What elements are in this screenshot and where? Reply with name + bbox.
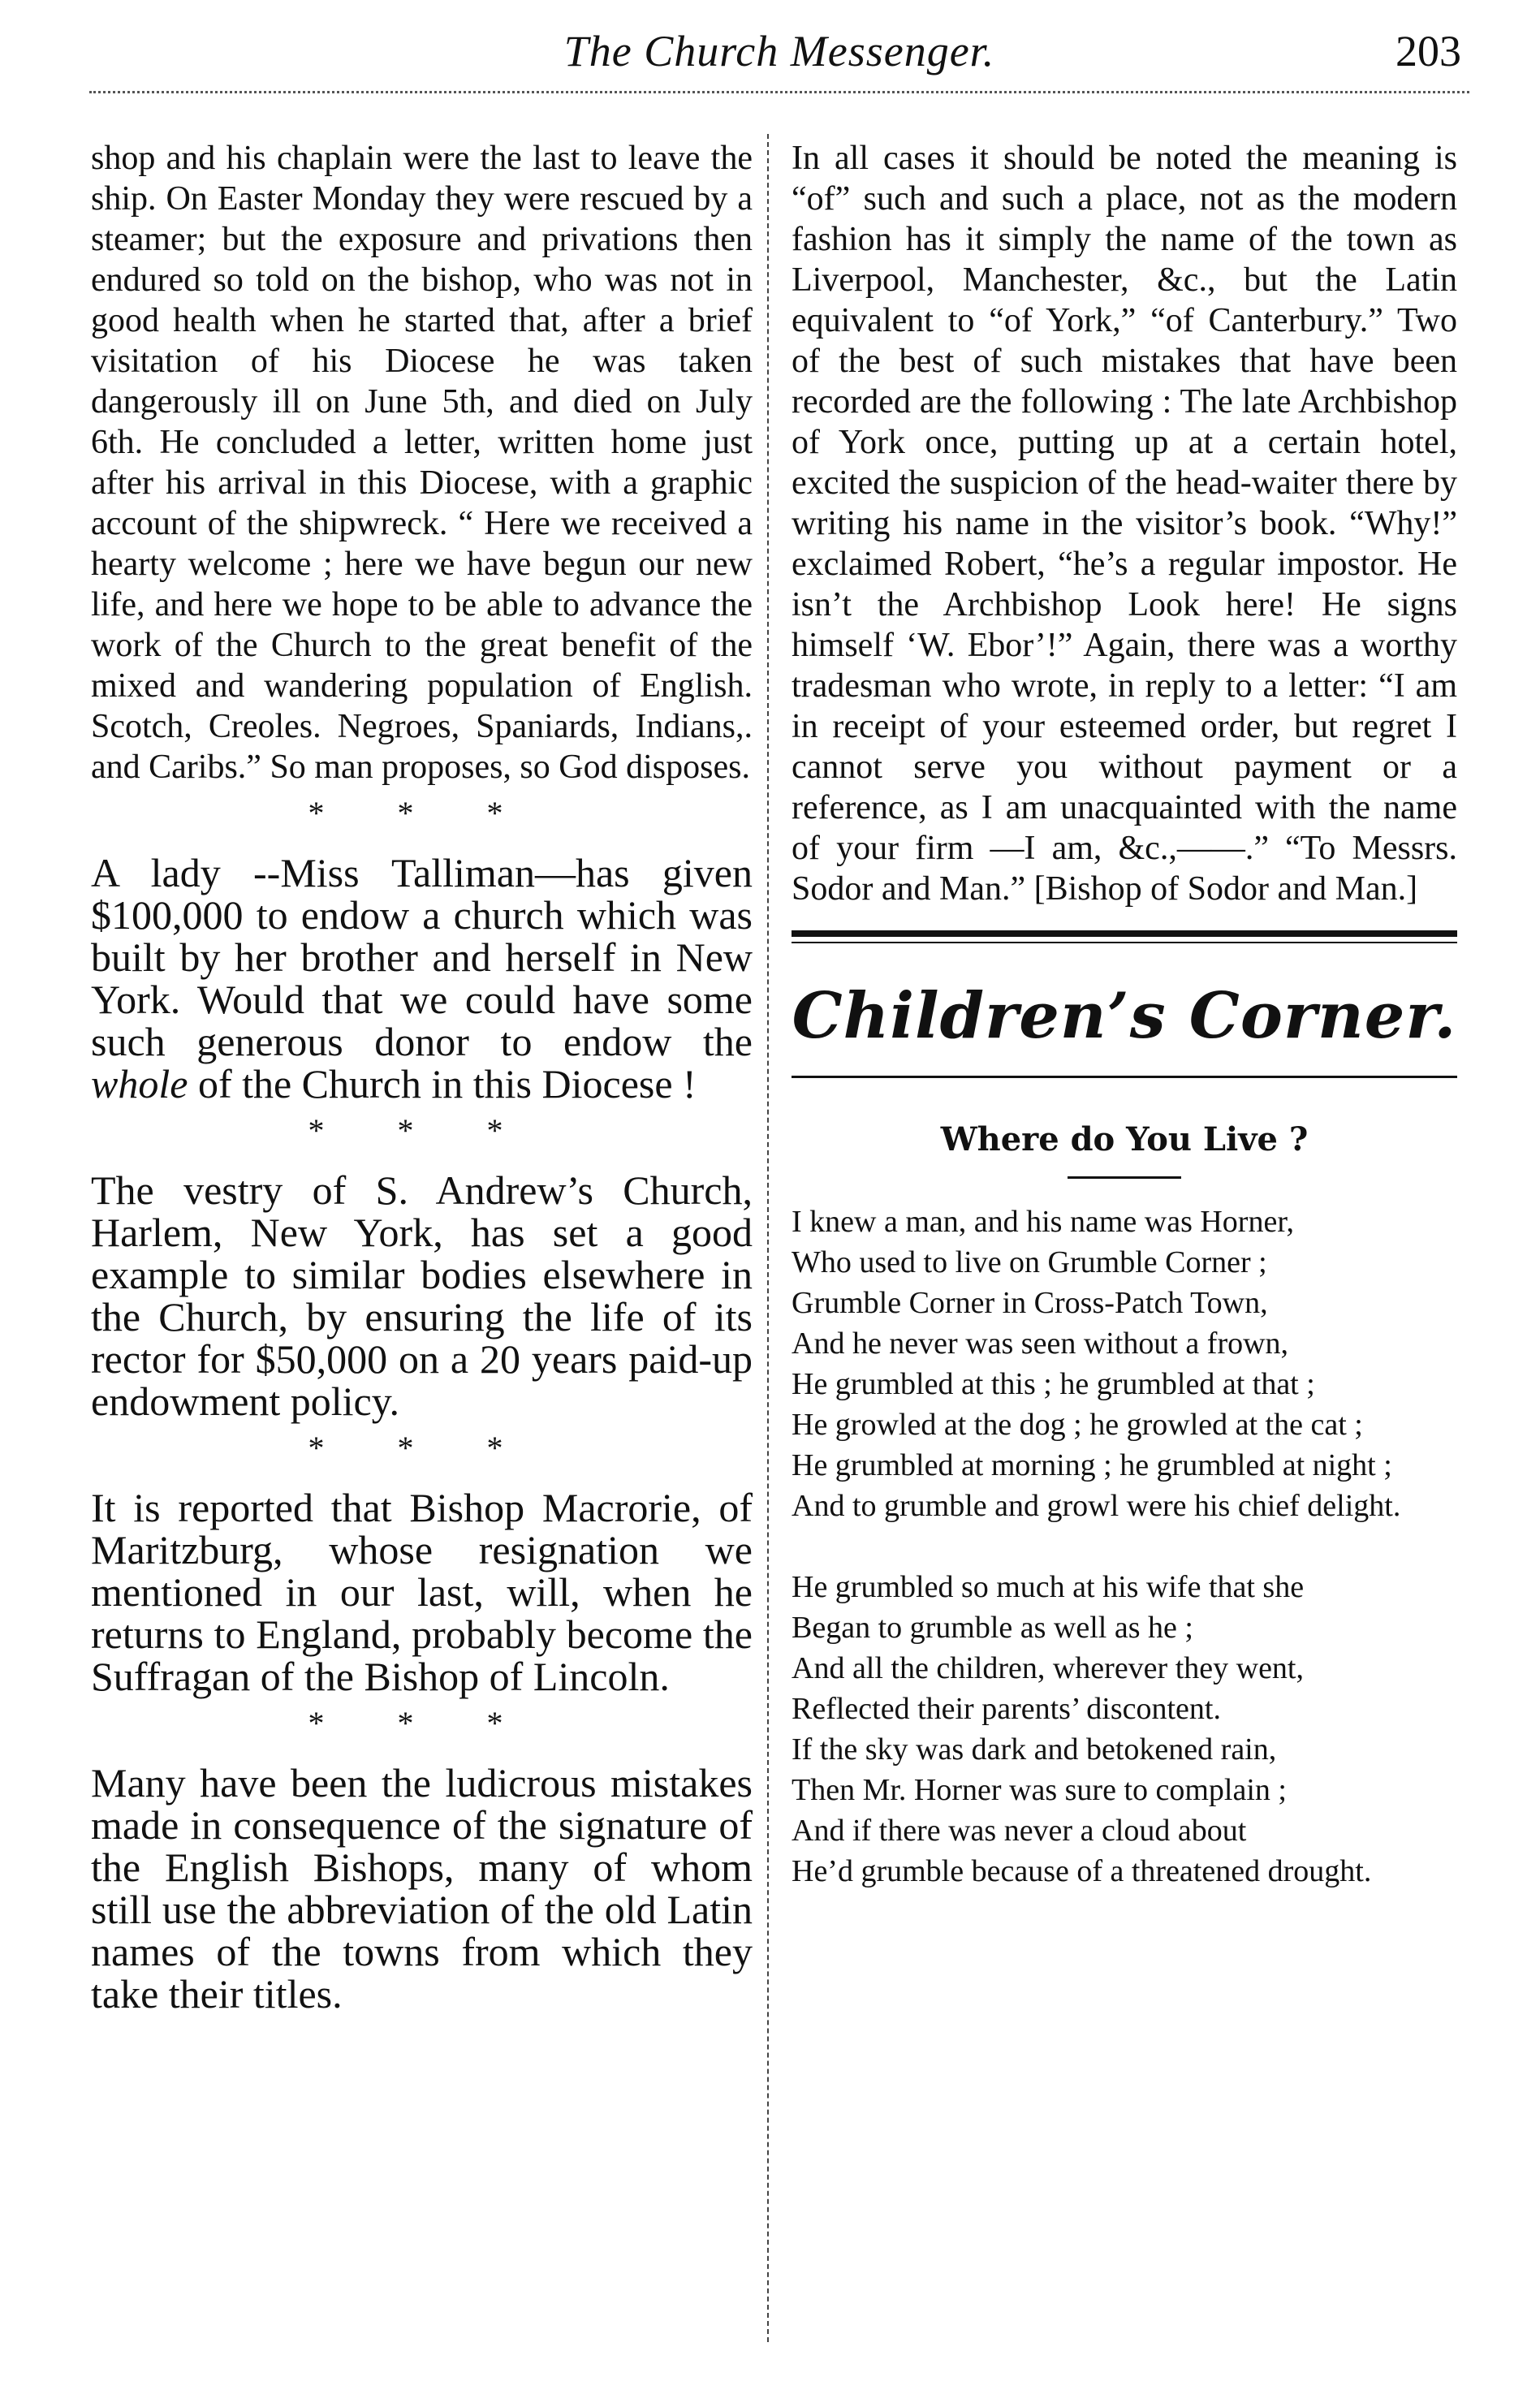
poem-line: He growled at the dog ; he growled at the cat ; [792, 1408, 1363, 1442]
poem-title-rule [1068, 1176, 1181, 1179]
article-signatures-paragraph: Many have been the ludicrous mistakes made in consequence of the signature of the English Bishops, many of whom still use the abbreviation of the old Latin names of the towns from which they take their titles. [91, 1760, 753, 2017]
running-head [89, 18, 1469, 91]
section-separator: * * * [308, 1430, 536, 1466]
poem-line: And if there was never a cloud about [792, 1814, 1247, 1848]
section-separator: * * * [308, 1705, 536, 1741]
article-shipwreck-paragraph: shop and his chaplain were the last to leave the ship. On Easter Monday they were rescued by a steamer; but the exposure and privations then endured so told on the bishop, who was not in good health when he started that, after a brief visitation of his Diocese he was taken dangerously ill on June 5th, and died on July 6th. He concluded a letter, written home just after his arrival in this Diocese, with a graphic account of the shipwreck. “ Here we received a hearty welcome ; here we have begun our new life, and here we hope to be able to advance the work of the Church to the great benefit of the mixed and wandering population of English. Scotch, Creoles. Negroes, Spaniards, Indians,. and Caribs.” So man proposes, so God disposes. [91, 140, 753, 786]
corner-rule-thin [792, 942, 1457, 943]
talliman-emphasis: whole [91, 1061, 188, 1107]
poem-stanza-1 [792, 1201, 1457, 1526]
article-vestry-paragraph: The vestry of S. Andrew’s Church, Harlem, New York, has set a good example to similar bodies elsewhere in the Church, by ensuring the life of its rector for $50,000 on a 20 years paid-up endowment policy. [91, 1167, 753, 1424]
talliman-text-b: of the Church in this Diocese ! [188, 1061, 697, 1107]
section-separator: * * * [308, 1112, 536, 1149]
poem-line: And to grumble and growl were his chief delight. [792, 1489, 1401, 1523]
poem-line: He grumbled so much at his wife that she [792, 1570, 1305, 1604]
poem-title: Where do You Live ? [940, 1120, 1309, 1158]
poem-line: Who used to live on Grumble Corner ; [792, 1245, 1267, 1279]
poem-line: He’d grumble because of a threatened drought. [792, 1854, 1372, 1888]
running-title: The Church Messenger. [563, 27, 995, 75]
poem-line: Reflected their parents’ discontent. [792, 1692, 1221, 1726]
article-signatures-continued: In all cases it should be noted the meaning is “of” such and such a place, not as the modern fashion has it simply the name of the town as Liverpool, Manchester, &c., but the Latin equivalent to “of York,” “of Canterbury.” Two of the best of such mistakes that have been recorded are the following : The late Archbishop of York once, putting up at a certain hotel, excited the suspicion of the head-waiter there by writing his name in the visitor’s book. “Why!” exclaimed Robert, “he’s a regular impostor. He isn’t the Archbishop Look here! He signs himself ‘W. Ebor’!” Again, there was a worthy tradesman who wrote, in reply to a letter: “I am in receipt of your esteemed order, but regret I cannot serve you without payment or a reference, as I am unacquainted with the name of your firm —I am, &c.,——.” “To Messrs. Sodor and Man.” [Bishop of Sodor and Man.] [792, 140, 1457, 908]
corner-bottom-rule [792, 1076, 1457, 1078]
poem-line: And he never was seen without a frown, [792, 1327, 1289, 1361]
poem-line: If the sky was dark and betokened rain, [792, 1732, 1277, 1767]
childrens-corner-heading [792, 979, 1457, 1053]
column-divider [767, 134, 769, 2342]
article-macrorie-paragraph: It is reported that Bishop Macrorie, of Maritzburg, whose resignation we mentioned in our last, will, when he returns to England, probably become the Suffragan of the Bishop of Lincoln. [91, 1485, 753, 1699]
childrens-corner-title: Children’s Corner. [792, 979, 1457, 1053]
head-rule [89, 91, 1469, 93]
corner-rule-thick [792, 930, 1457, 937]
poem-line: I knew a man, and his name was Horner, [792, 1205, 1294, 1239]
poem-line: He grumbled at morning ; he grumbled at night ; [792, 1448, 1392, 1482]
poem-line: Began to grumble as well as he ; [792, 1611, 1193, 1645]
section-separator: * * * [308, 795, 536, 831]
poem-line: He grumbled at this ; he grumbled at that ; [792, 1367, 1315, 1401]
poem-stanza-2 [792, 1567, 1457, 1892]
article-talliman-paragraph [91, 852, 753, 1105]
poem-line: Grumble Corner in Cross-Patch Town, [792, 1286, 1268, 1320]
page-number: 203 [1395, 27, 1461, 75]
talliman-text-a: A lady --Miss Talliman—has given $100,000 to endow a church which was built by her brother and herself in New York. Would that we could have some such generous donor to endow the [91, 850, 753, 1064]
stanza-gap [792, 1526, 1457, 1567]
right-column [792, 138, 1457, 1892]
poem-line: And all the children, wherever they went, [792, 1651, 1304, 1685]
left-column [91, 138, 753, 2015]
poem-line: Then Mr. Horner was sure to complain ; [792, 1773, 1287, 1807]
